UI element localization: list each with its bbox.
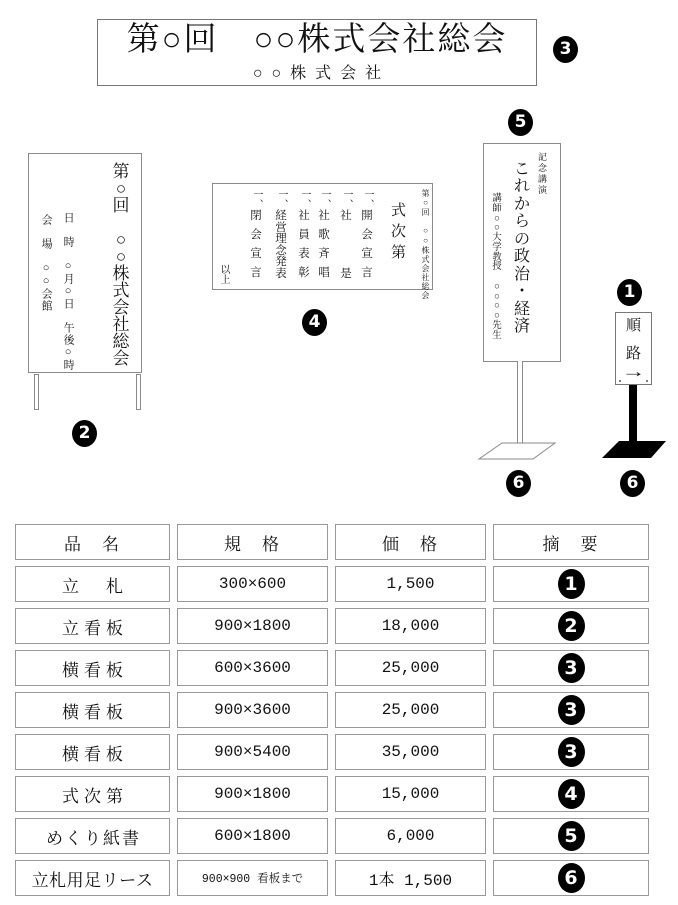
spec-cell: 600×1800 xyxy=(177,818,328,854)
banner-subtitle: ○○株式会社 xyxy=(252,64,391,82)
table-ref-badge: 6 xyxy=(558,863,585,893)
lecture-header: 記念講演 xyxy=(537,152,547,196)
agenda-bullet: 一、 xyxy=(251,189,262,209)
ref-cell xyxy=(493,734,649,770)
standing-sign-title: 第 ○ 回 ○ ○ 株 式 会 社 総 会 xyxy=(112,162,130,368)
table-ref-badge: 1 xyxy=(558,569,585,599)
ref-badge-5: 5 xyxy=(508,109,533,136)
ref-badge-6-route-stand: 6 xyxy=(620,470,645,497)
price-cell: 1,500 xyxy=(335,566,486,602)
table-ref-badge: 4 xyxy=(558,779,585,809)
screw-dot xyxy=(646,380,648,382)
ref-cell xyxy=(493,692,649,728)
price-cell: 6,000 xyxy=(335,818,486,854)
agenda-text: 社 員 表 彰 xyxy=(298,210,310,280)
agenda-bullet: 一、 xyxy=(362,189,373,209)
lecture-sign-base xyxy=(476,438,560,463)
agenda-item xyxy=(359,189,375,280)
standing-sign-leg-left xyxy=(34,374,39,410)
spec-cell: 300×600 xyxy=(177,566,328,602)
agenda-text: 閉 会 宣 言 xyxy=(250,210,262,280)
price-cell: 35,000 xyxy=(335,734,486,770)
table-ref-badge: 3 xyxy=(558,653,585,683)
banner-title: 第○回 ○○株式会社総会 xyxy=(126,20,508,58)
ref-cell xyxy=(493,608,649,644)
ref-badge-1: 1 xyxy=(617,279,642,306)
item-name-cell: 横看板 xyxy=(15,650,170,686)
table-ref-badge: 5 xyxy=(558,821,585,851)
spec-cell: 900×5400 xyxy=(177,734,328,770)
agenda-item xyxy=(273,189,289,280)
price-cell: 25,000 xyxy=(335,692,486,728)
ref-cell xyxy=(493,818,649,854)
item-name-cell: めくり紙書 xyxy=(15,818,170,854)
agenda-item xyxy=(338,189,354,280)
price-table xyxy=(15,524,649,896)
table-ref-badge: 3 xyxy=(558,695,585,725)
route-sign-base xyxy=(600,439,672,461)
lecture-sign-pole xyxy=(517,361,523,449)
standing-sign-venue: 会 場 ○○会館 xyxy=(40,214,53,312)
lecture-lecturer: 講 師 ○ ○ 大 学 教 授 ○ ○ ○ ○ 先 生 xyxy=(492,193,502,341)
ref-badge-2: 2 xyxy=(72,420,97,447)
agenda-bullet: 一、 xyxy=(341,189,352,209)
agenda-bullet: 一、 xyxy=(319,189,330,209)
price-cell: 25,000 xyxy=(335,650,486,686)
route-sign-pole xyxy=(629,385,637,442)
agenda-item xyxy=(248,189,264,280)
item-name-cell: 横看板 xyxy=(15,692,170,728)
header-cell-price: 価 格 xyxy=(335,524,486,560)
standing-sign-datetime: 日 時 ○月○日 午後○時 xyxy=(62,212,75,371)
route-arrow-icon: → xyxy=(621,362,646,381)
ref-cell xyxy=(493,860,649,896)
header-cell-name: 品 名 xyxy=(15,524,170,560)
ref-cell xyxy=(493,776,649,812)
agenda-text: 社 是 xyxy=(340,210,352,280)
agenda-text: 社 歌 斉 唱 xyxy=(318,210,330,280)
item-name-cell: 立看板 xyxy=(15,608,170,644)
price-cell: 18,000 xyxy=(335,608,486,644)
item-name-cell: 立 札 xyxy=(15,566,170,602)
ref-badge-3: 3 xyxy=(553,36,578,63)
banner-sign-board xyxy=(97,19,537,86)
item-name-cell: 横看板 xyxy=(15,734,170,770)
lecture-sign-board xyxy=(483,143,561,362)
agenda-bullet: 一、 xyxy=(299,189,310,209)
program-corner-note: 第○回 ○○株式会社総会 xyxy=(421,189,430,300)
spec-cell: 900×3600 xyxy=(177,692,328,728)
agenda-text: 経 営 理 念 発 表 xyxy=(275,210,287,280)
spec-cell: 900×1800 xyxy=(177,608,328,644)
route-sign-text: 順 路 xyxy=(625,317,641,362)
header-cell-ref: 摘 要 xyxy=(493,524,649,560)
header-cell-spec: 規 格 xyxy=(177,524,328,560)
agenda-bullet: 一、 xyxy=(276,189,287,209)
program-title: 式 次 第 xyxy=(390,202,406,261)
item-name-cell: 立札用足リース xyxy=(15,860,170,896)
item-name-cell: 式次第 xyxy=(15,776,170,812)
agenda-text: 開 会 宣 言 xyxy=(361,210,373,280)
price-cell: 1本 1,500 xyxy=(335,860,486,896)
program-sign-board xyxy=(212,183,433,300)
program-closing: 以上 xyxy=(218,264,229,284)
table-ref-badge: 3 xyxy=(558,737,585,767)
ref-cell xyxy=(493,650,649,686)
spec-cell: 900×900 看板まで xyxy=(177,860,328,896)
spec-cell: 600×3600 xyxy=(177,650,328,686)
table-ref-badge: 2 xyxy=(558,611,585,641)
ref-cell xyxy=(493,566,649,602)
agenda-item xyxy=(316,189,332,280)
screw-dot xyxy=(619,380,621,382)
route-sign-board xyxy=(615,312,652,385)
ref-badge-4: 4 xyxy=(302,309,327,336)
ref-badge-6-lecture-stand: 6 xyxy=(506,470,531,497)
standing-sign-leg-right xyxy=(136,374,141,410)
spec-cell: 900×1800 xyxy=(177,776,328,812)
price-cell: 15,000 xyxy=(335,776,486,812)
agenda-item xyxy=(296,189,312,280)
standing-sign-board xyxy=(28,153,142,373)
lecture-title: こ れ か ら の 政 治 ・ 経 済 xyxy=(513,161,530,335)
